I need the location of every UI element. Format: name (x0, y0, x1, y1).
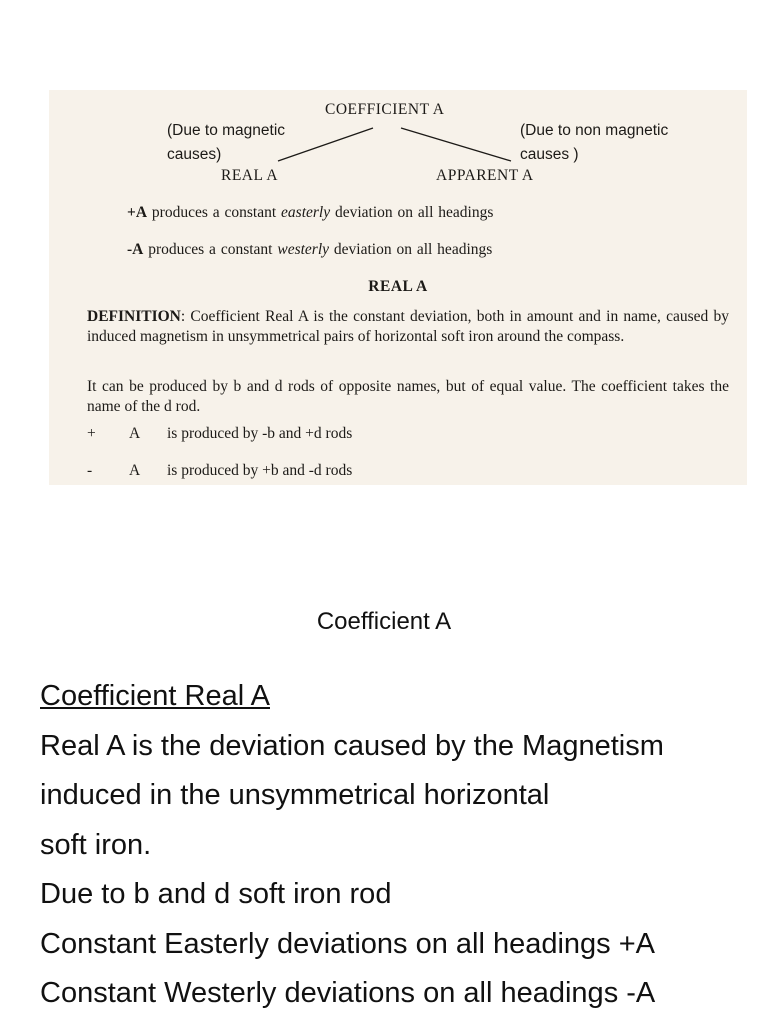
definition-label: DEFINITION (87, 308, 181, 325)
plus-a-direction: easterly (281, 204, 331, 221)
right-note-line2: causes ) (520, 146, 579, 163)
left-branch-label: REAL A (221, 167, 279, 184)
minus-a-symbol: -A (127, 241, 144, 258)
definition-paragraph (87, 307, 729, 347)
minus-a-rods-text: is produced by +b and -d rods (167, 462, 353, 479)
minus-a-effect-line (127, 241, 492, 259)
plus-a-letter: A (129, 425, 141, 442)
slide-caption: Coefficient A (316, 608, 452, 635)
right-branch-line (401, 128, 511, 161)
plus-a-symbol: +A (127, 204, 148, 221)
minus-a-letter: A (129, 462, 141, 479)
notes-line-3: soft iron. (40, 828, 152, 861)
production-paragraph: It can be produced by b and d rods of opposite names, but of equal value. The coefficient takes the name of the d rod. (87, 378, 729, 415)
notes-line-6: Constant Westerly deviations on all headings -A (40, 977, 656, 1009)
left-branch-line (278, 128, 373, 161)
left-note-line2: causes) (167, 146, 222, 163)
scanned-textbook-excerpt (49, 90, 747, 485)
minus-a-tail: deviation on all headings (333, 241, 493, 258)
plus-a-sign: + (87, 425, 96, 442)
right-note-line1: (Due to non magnetic (520, 122, 669, 139)
right-branch-label: APPARENT A (436, 167, 534, 184)
minus-a-mid: produces a constant (148, 241, 273, 258)
notes-heading: Coefficient Real A (40, 680, 270, 712)
notes-line-4: Due to b and d soft iron rod (40, 878, 392, 910)
real-a-heading: REAL A (368, 278, 428, 295)
minus-a-direction: westerly (277, 241, 330, 258)
left-note-line1: (Due to magnetic (167, 122, 286, 139)
plus-a-tail: deviation on all headings (334, 204, 494, 221)
notes-line-5: Constant Easterly deviations on all headings +A (40, 927, 656, 960)
slide-notes (40, 672, 740, 1019)
notes-line-2: induced in the unsymmetrical horizontal (40, 779, 550, 811)
notes-line-1: Real A is the deviation caused by the Magnetism (40, 729, 664, 762)
definition-text: : Coefficient Real A is the constant deviation, both in amount and in name, caused by induced magnetism in unsymmetrical pairs of horizontal soft iron around the compass. (87, 308, 729, 345)
minus-a-sign: - (87, 462, 93, 479)
diagram-root-label: COEFFICIENT A (325, 101, 445, 118)
plus-a-effect-line (127, 204, 493, 222)
plus-a-mid: produces a constant (151, 204, 277, 221)
plus-a-rods-text: is produced by -b and +d rods (167, 425, 353, 442)
